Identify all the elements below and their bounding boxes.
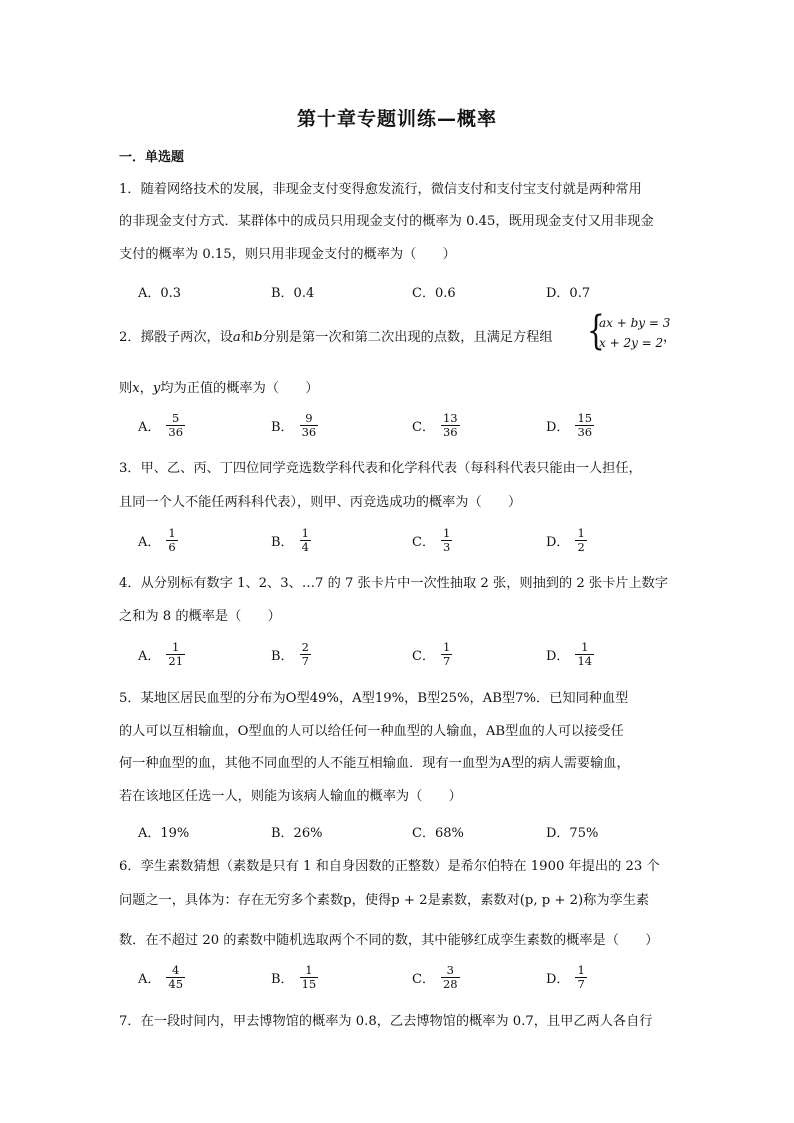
q2-text-b: 和 (240, 330, 254, 345)
option-label: B． (271, 420, 294, 435)
denominator: 15 (301, 977, 317, 991)
q1-option-b[interactable]: B．0.4 (271, 286, 315, 301)
q2-var-b: b (253, 330, 263, 345)
q2-option-a[interactable] (138, 412, 185, 439)
numerator: 3 (446, 963, 454, 977)
fraction (300, 527, 311, 554)
q1-option-a[interactable]: A．0.3 (138, 286, 182, 301)
option-label: A． (138, 972, 161, 987)
q6-option-d[interactable] (546, 964, 587, 991)
denominator: 4 (301, 540, 309, 554)
q2-equation-1: ax + by = 3 (599, 316, 671, 330)
q2-equation-2: x + 2y = 2 (599, 336, 664, 350)
fraction (166, 527, 177, 554)
q4-line-2: 之和为 8 的概率是（ ） (119, 609, 281, 624)
numerator: 1 (442, 640, 451, 654)
q2-text-comma: ， (139, 381, 153, 396)
q1-line-1: 1．随着网络技术的发展，非现金支付变得愈发流行，微信支付和支付宝支付就是两种常用 (119, 182, 642, 197)
q2-comma: ， (663, 330, 677, 345)
q2-option-b[interactable] (271, 412, 318, 439)
option-label: D． (546, 420, 570, 435)
q3-option-b[interactable] (271, 527, 311, 554)
option-label: C． (412, 535, 435, 550)
numerator: 1 (172, 640, 180, 654)
q2-option-d[interactable] (546, 412, 594, 439)
numerator: 1 (577, 526, 585, 540)
q2-var-a: a (232, 330, 241, 345)
denominator: 45 (168, 977, 184, 991)
q3-option-a[interactable] (138, 527, 178, 554)
denominator: 14 (577, 654, 593, 668)
option-label: A． (138, 649, 161, 664)
option-label: D． (546, 535, 570, 550)
denominator: 6 (168, 540, 176, 554)
option-label: C． (412, 649, 435, 664)
fraction (441, 412, 460, 439)
denominator: 36 (577, 425, 593, 439)
option-label: A． (138, 535, 161, 550)
q6-line-1: 6．孪生素数猜想（素数是只有 1 和自身因数的正整数）是希尔伯特在 1900 年提出的 23 个 (119, 859, 660, 874)
q6-option-b[interactable] (271, 964, 318, 991)
q5-line-4: 若在该地区任选一人，则能为该病人输血的概率为（ ） (119, 789, 462, 804)
fraction (166, 412, 185, 439)
denominator: 7 (577, 977, 585, 991)
fraction (575, 412, 594, 439)
option-label: C． (412, 972, 435, 987)
section-title: 一．单选题 (119, 150, 185, 165)
q1-option-c[interactable]: C．0.6 (412, 286, 456, 301)
q2-line-2 (119, 377, 319, 396)
fraction (441, 527, 452, 554)
q2-equation-system (587, 308, 671, 354)
q4-option-d[interactable] (546, 641, 594, 668)
q2-var-x: x (132, 381, 140, 396)
numerator: 9 (305, 411, 313, 425)
q5-option-c[interactable]: C．68% (412, 826, 464, 841)
numerator: 1 (577, 963, 585, 977)
option-label: D． (546, 649, 570, 664)
q5-line-1: 5．某地区居民血型的分布为O型49%，A型19%，B型25%，AB型7%．已知同种血型 (119, 691, 629, 706)
option-label: B． (271, 535, 294, 550)
q3-option-c[interactable] (412, 527, 452, 554)
q3-line-2: 且同一个人不能任两科科代表），则甲、丙竞选成功的概率为（ ） (119, 495, 522, 510)
q5-line-3: 何一种血型的血，其他不同血型的人不能互相输血．现有一血型为A型的病人需要输血， (119, 756, 630, 771)
fraction (575, 641, 594, 668)
q1-line-3: 支付的概率为 0.15，则只用非现金支付的概率为（ ） (119, 247, 456, 262)
denominator: 36 (301, 425, 317, 439)
fraction (300, 641, 311, 668)
q2-option-c[interactable] (412, 412, 460, 439)
numerator: 1 (305, 963, 313, 977)
denominator: 3 (442, 540, 451, 554)
denominator: 36 (442, 425, 458, 439)
fraction (166, 964, 185, 991)
option-label: A． (138, 420, 161, 435)
q2-var-y: y (152, 381, 161, 396)
fraction (300, 964, 319, 991)
denominator: 7 (301, 654, 309, 668)
q5-option-d[interactable]: D．75% (546, 826, 599, 841)
q6-option-c[interactable] (412, 964, 460, 991)
numerator: 13 (442, 411, 458, 425)
q5-option-a[interactable]: A．19% (138, 826, 190, 841)
denominator: 36 (168, 425, 184, 439)
numerator: 1 (168, 526, 176, 540)
fraction (441, 964, 460, 991)
q1-option-d[interactable]: D．0.7 (546, 286, 591, 301)
numerator: 2 (301, 640, 309, 654)
numerator: 4 (172, 963, 180, 977)
numerator: 1 (581, 640, 589, 654)
option-label: B． (271, 649, 294, 664)
q3-line-1: 3．甲、乙、丙、丁四位同学竞选数学科代表和化学科代表（每科科代表只能由一人担任， (119, 461, 642, 476)
denominator: 28 (442, 977, 458, 991)
q3-option-d[interactable] (546, 527, 587, 554)
q2-text-c: 分别是第一次和第二次出现的点数，且满足方程组 (262, 330, 553, 345)
q2-text-tail: 均为正值的概率为（ ） (160, 381, 319, 396)
q7-line-1: 7．在一段时间内，甲去博物馆的概率为 0.8，乙去博物馆的概率为 0.7，且甲乙两人各自行 (119, 1014, 653, 1029)
fraction (300, 412, 319, 439)
option-label: B． (271, 972, 294, 987)
denominator: 21 (168, 654, 184, 668)
q1-line-2: 的非现金支付方式．某群体中的成员只用现金支付的概率为 0.45，既用现金支付又用非现金 (119, 214, 654, 229)
q2-line-1 (119, 326, 553, 345)
numerator: 1 (301, 526, 309, 540)
q4-option-c[interactable] (412, 641, 452, 668)
q6-line-2: 问题之一，具体为：存在无穷多个素数p，使得p + 2是素数，素数对(p, p + 2)称为孪生素 (119, 893, 650, 908)
denominator: 2 (577, 540, 585, 554)
q2-text-then: 则 (119, 381, 133, 396)
q4-line-1: 4．从分别标有数字 1、2、3、…7 的 7 张卡片中一次性抽取 2 张，则抽到的 2 张卡片上数字 (119, 576, 669, 591)
fraction (575, 964, 586, 991)
q6-option-a[interactable] (138, 964, 185, 991)
left-brace: { (587, 308, 605, 354)
q4-option-a[interactable] (138, 641, 185, 668)
denominator: 7 (442, 654, 451, 668)
q5-option-b[interactable]: B．26% (271, 826, 323, 841)
numerator: 1 (442, 526, 451, 540)
q5-line-2: 的人可以互相输血，O型血的人可以给任何一种血型的人输血，AB型血的人可以接受任 (119, 724, 624, 739)
q6-line-3: 数．在不超过 20 的素数中随机选取两个不同的数，其中能够红成孪生素数的概率是（ ） (119, 933, 659, 948)
q4-option-b[interactable] (271, 641, 311, 668)
numerator: 15 (577, 411, 593, 425)
fraction (575, 527, 586, 554)
q2-text-a: 2．掷骰子两次，设 (119, 330, 233, 345)
option-label: C． (412, 420, 435, 435)
numerator: 5 (172, 411, 180, 425)
option-label: D． (546, 972, 570, 987)
page-title: 第十章专题训练—概率 (296, 108, 497, 130)
fraction (441, 641, 452, 668)
fraction (166, 641, 185, 668)
